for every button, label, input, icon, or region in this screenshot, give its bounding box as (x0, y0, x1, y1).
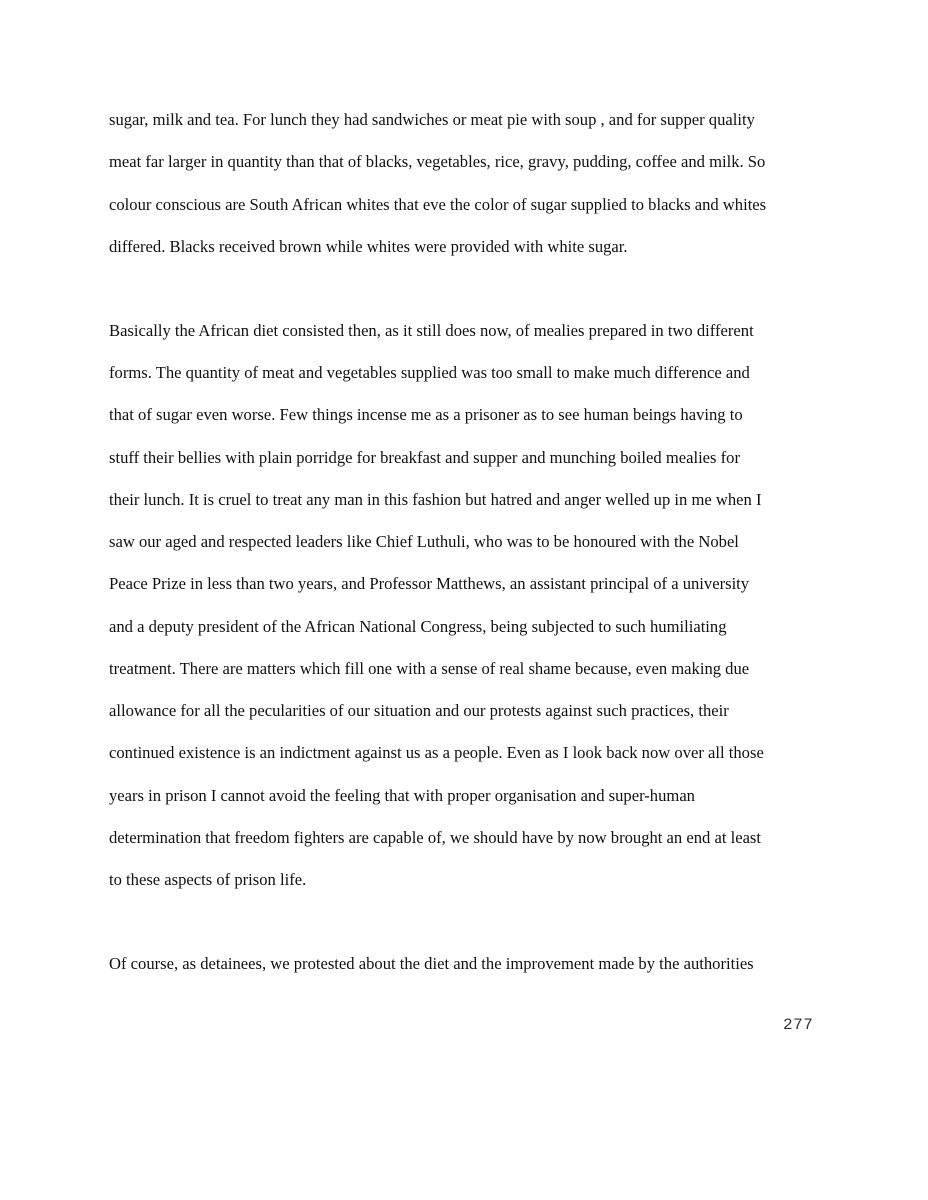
text-line: and a deputy president of the African National Congress, being subjected to such humiliating (109, 617, 727, 636)
text-line: determination that freedom fighters are capable of, we should have by now brought an end at least (109, 828, 762, 847)
text-line: saw our aged and respected leaders like Chief Luthuli, who was to be honoured with the Nobel (109, 532, 739, 551)
text-line: treatment. There are matters which fill one with a sense of real shame because, even making due (109, 659, 750, 678)
text-line: Peace Prize in less than two years, and Professor Matthews, an assistant principal of a university (109, 574, 750, 593)
text-line: Of course, as detainees, we protested about the diet and the improvement made by the authorities (109, 954, 754, 973)
text-line: differed. Blacks received brown while whites were provided with white sugar. (109, 237, 628, 256)
text-line: forms. The quantity of meat and vegetables supplied was too small to make much difference and (109, 363, 750, 382)
text-line: to these aspects of prison life. (109, 870, 307, 889)
text-line: colour conscious are South African whites that eve the color of sugar supplied to blacks and whites (109, 195, 767, 214)
text-line: stuff their bellies with plain porridge for breakfast and supper and munching boiled mealies for (109, 448, 740, 467)
text-line: allowance for all the pecularities of our situation and our protests against such practices, their (109, 701, 729, 720)
text-line: years in prison I cannot avoid the feeling that with proper organisation and super-human (109, 786, 695, 805)
page-number: 277 (783, 1016, 814, 1034)
text-line: sugar, milk and tea. For lunch they had sandwiches or meat pie with soup , and for supper quality (109, 110, 755, 129)
text-line: their lunch. It is cruel to treat any man in this fashion but hatred and anger welled up in me when I (109, 490, 762, 509)
text-line: continued existence is an indictment against us as a people. Even as I look back now over all those (109, 743, 764, 762)
text-line: Basically the African diet consisted then, as it still does now, of mealies prepared in two different (109, 321, 754, 340)
text-line: that of sugar even worse. Few things incense me as a prisoner as to see human beings having to (109, 405, 743, 424)
text-line: meat far larger in quantity than that of blacks, vegetables, rice, gravy, pudding, coffee and milk. So (109, 152, 766, 171)
